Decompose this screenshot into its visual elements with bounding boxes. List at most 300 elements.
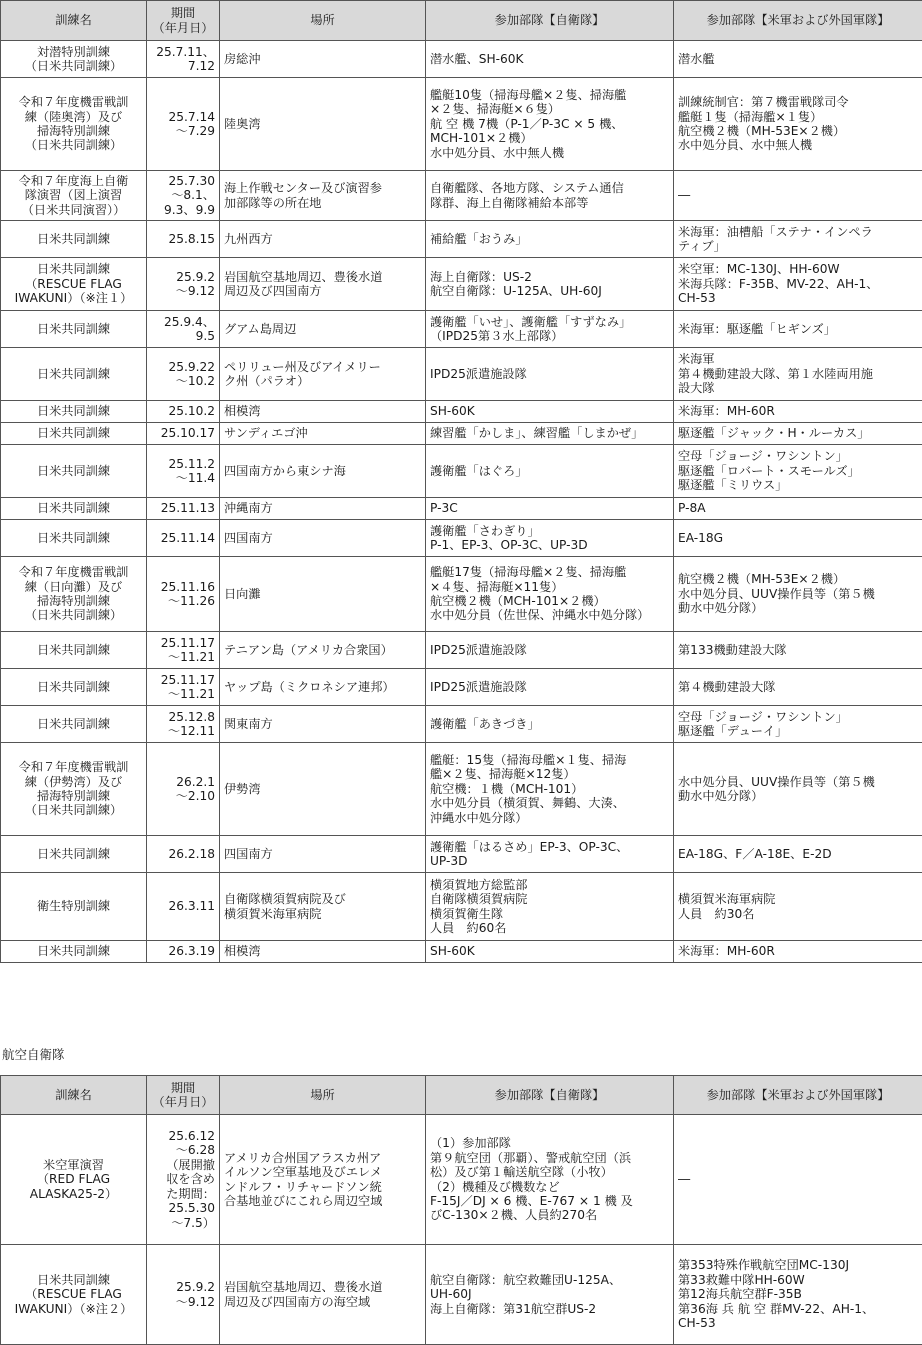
- training-name-cell: [1, 171, 147, 221]
- table-row: [1, 669, 922, 706]
- cell-line: 護衛艦「はるさめ」EP-3、OP-3C、: [430, 840, 669, 854]
- place-cell: [220, 348, 426, 401]
- training-name-cell: [1, 873, 147, 941]
- cell-line: 相模湾: [224, 944, 421, 958]
- table-row: [1, 1115, 922, 1245]
- training-name-cell: [1, 41, 147, 78]
- jsdf-units-cell: [426, 401, 674, 423]
- cell-line: 自衛隊横須賀病院: [430, 892, 669, 906]
- jsdf-units-cell: [426, 445, 674, 498]
- cell-line: EA-18G: [678, 531, 918, 545]
- cell-line: 25.7.11、: [151, 45, 215, 59]
- cell-line: MCH-101×２機）: [430, 131, 669, 145]
- cell-line: 第９航空団（那覇）、警戒航空団（浜: [430, 1151, 669, 1165]
- foreign-units-cell: [674, 171, 922, 221]
- cell-line: ～7.29: [151, 124, 215, 138]
- table-row: [1, 311, 922, 348]
- cell-line: 艦艇１隻（掃海艦×１隻）: [678, 110, 918, 124]
- period-cell: [147, 706, 220, 743]
- cell-line: 周辺及び四国南方: [224, 284, 421, 298]
- training-name-cell: [1, 520, 147, 557]
- cell-line: 隊演習（図上演習: [5, 188, 142, 202]
- cell-line: 第33救難中隊HH-60W: [678, 1273, 918, 1287]
- cell-line: 艦艇10隻（掃海母艦×２隻、掃海艦: [430, 88, 669, 102]
- cell-line: 沖縄水中処分隊）: [430, 811, 669, 825]
- jsdf-units-cell: [426, 258, 674, 311]
- cell-line: 練（日向灘）及び: [5, 580, 142, 594]
- cell-line: 日米共同訓練: [5, 262, 142, 276]
- cell-line: 米海軍：MH-60R: [678, 944, 918, 958]
- place-cell: [220, 743, 426, 836]
- cell-line: CH-53: [678, 291, 918, 305]
- cell-line: 7.12: [151, 59, 215, 73]
- cell-line: P-8A: [678, 501, 918, 515]
- training-name-cell: [1, 78, 147, 171]
- cell-line: グアム島周辺: [224, 322, 421, 336]
- cell-line: 駆逐艦「ロバート・スモールズ」: [678, 464, 918, 478]
- cell-line: 航空機２機（MCH-101×２機）: [430, 594, 669, 608]
- cell-line: 水中処分員、水中無人機: [678, 138, 918, 152]
- period-cell: [147, 941, 220, 963]
- cell-line: 25.11.16: [151, 580, 215, 594]
- place-cell: [220, 520, 426, 557]
- header-period-line: 期間: [151, 6, 215, 20]
- cell-line: 松）及び第１輸送航空隊（小牧）: [430, 1165, 669, 1179]
- cell-line: 日米共同訓練: [5, 847, 142, 861]
- period-cell: [147, 1245, 220, 1345]
- jsdf-units-cell: [426, 78, 674, 171]
- cell-line: 航空自衛隊：U-125A、UH-60J: [430, 284, 669, 298]
- header-jsdf-units: 参加部隊【自衛隊】: [426, 1, 674, 41]
- training-name-cell: [1, 632, 147, 669]
- jsdf-units-cell: [426, 743, 674, 836]
- header-place: 場所: [220, 1076, 426, 1115]
- period-cell: [147, 836, 220, 873]
- foreign-units-cell: [674, 873, 922, 941]
- cell-line: 25.11.2: [151, 457, 215, 471]
- table-row: [1, 401, 922, 423]
- training-name-cell: [1, 423, 147, 445]
- foreign-units-cell: [674, 311, 922, 348]
- cell-line: 訓練統制官：第７機雷戦隊司令: [678, 95, 918, 109]
- cell-line: 日米共同訓練: [5, 464, 142, 478]
- period-cell: [147, 873, 220, 941]
- table-row: [1, 873, 922, 941]
- table-row: [1, 941, 922, 963]
- cell-line: 25.9.2: [151, 1280, 215, 1294]
- cell-line: 艦艇：15隻（掃海母艦×１隻、掃海: [430, 753, 669, 767]
- header-period-line: （年月日）: [151, 1095, 215, 1109]
- cell-line: 25.6.12: [151, 1129, 215, 1143]
- foreign-units-cell: [674, 423, 922, 445]
- cell-line: IPD25派遣施設隊: [430, 367, 669, 381]
- cell-line: 艦×２隻、掃海艇×12隻）: [430, 767, 669, 781]
- place-cell: [220, 669, 426, 706]
- cell-line: 練（伊勢湾）及び: [5, 775, 142, 789]
- jsdf-units-cell: [426, 632, 674, 669]
- cell-line: F-15J／DJ × 6 機、E-767 × 1 機 及: [430, 1194, 669, 1208]
- header-place: 場所: [220, 1, 426, 41]
- table-row: [1, 41, 922, 78]
- cell-line: 日米共同訓練: [5, 404, 142, 418]
- foreign-units-cell: [674, 258, 922, 311]
- cell-line: 26.3.19: [151, 944, 215, 958]
- cell-line: 日米共同訓練: [5, 501, 142, 515]
- cell-line: ―: [678, 188, 918, 202]
- cell-line: 9.3、9.9: [151, 203, 215, 217]
- training-name-cell: [1, 311, 147, 348]
- period-cell: [147, 348, 220, 401]
- training-name-cell: [1, 258, 147, 311]
- place-cell: [220, 78, 426, 171]
- cell-line: （日米共同演習））: [5, 203, 142, 217]
- cell-line: 水中処分員（佐世保、沖縄水中処分隊）: [430, 608, 669, 622]
- cell-line: 26.3.11: [151, 899, 215, 913]
- place-cell: [220, 557, 426, 632]
- header-jsdf-units: 参加部隊【自衛隊】: [426, 1076, 674, 1115]
- cell-line: 潜水艦: [678, 52, 918, 66]
- cell-line: 米海軍：駆逐艦「ヒギンズ」: [678, 322, 918, 336]
- cell-line: 関東南方: [224, 717, 421, 731]
- table-row: [1, 557, 922, 632]
- cell-line: IPD25派遣施設隊: [430, 643, 669, 657]
- cell-line: 第36海 兵 航 空 群MV-22、AH-1、: [678, 1302, 918, 1316]
- cell-line: 収を含め: [151, 1172, 215, 1186]
- jsdf-units-cell: [426, 171, 674, 221]
- cell-line: 第133機動建設大隊: [678, 643, 918, 657]
- place-cell: [220, 632, 426, 669]
- cell-line: 掃海特別訓練: [5, 789, 142, 803]
- cell-line: 25.9.2: [151, 270, 215, 284]
- cell-line: SH-60K: [430, 404, 669, 418]
- jsdf-units-cell: [426, 498, 674, 520]
- cell-line: 25.8.15: [151, 232, 215, 246]
- place-cell: [220, 311, 426, 348]
- cell-line: 海上自衛隊：US-2: [430, 270, 669, 284]
- foreign-units-cell: [674, 498, 922, 520]
- cell-line: 護衛艦「さわぎり」: [430, 524, 669, 538]
- cell-line: 日米共同訓練: [5, 680, 142, 694]
- cell-line: （IPD25第３水上部隊）: [430, 329, 669, 343]
- place-cell: [220, 258, 426, 311]
- cell-line: （日米共同訓練）: [5, 608, 142, 622]
- cell-line: （日米共同訓練）: [5, 138, 142, 152]
- cell-line: 水中処分員（横須賀、舞鶴、大湊、: [430, 796, 669, 810]
- training-name-cell: [1, 445, 147, 498]
- cell-line: 加部隊等の所在地: [224, 196, 421, 210]
- foreign-units-cell: [674, 1245, 922, 1345]
- cell-line: 米海軍：MH-60R: [678, 404, 918, 418]
- cell-line: 掃海特別訓練: [5, 124, 142, 138]
- foreign-units-cell: [674, 445, 922, 498]
- cell-line: 米海兵隊：F-35B、MV-22、AH-1、: [678, 277, 918, 291]
- place-cell: [220, 41, 426, 78]
- header-period-line: 期間: [151, 1081, 215, 1095]
- cell-line: 隊群、海上自衛隊補給本部等: [430, 196, 669, 210]
- place-cell: [220, 1115, 426, 1245]
- cell-line: 横須賀米海軍病院: [678, 892, 918, 906]
- period-cell: [147, 401, 220, 423]
- period-cell: [147, 311, 220, 348]
- cell-line: 25.11.13: [151, 501, 215, 515]
- cell-line: 自衛隊横須賀病院及び: [224, 892, 421, 906]
- cell-line: ク州（パラオ）: [224, 374, 421, 388]
- cell-line: 航 空 機 7機（P-1／P-3C × 5 機、: [430, 117, 669, 131]
- cell-line: イルソン空軍基地及びエレメ: [224, 1165, 421, 1179]
- cell-line: 航空機：１機（MCH-101）: [430, 782, 669, 796]
- cell-line: 練（陸奥湾）及び: [5, 110, 142, 124]
- jsdf-units-cell: [426, 520, 674, 557]
- air-training-table: [0, 1075, 922, 1345]
- cell-line: 横須賀衛生隊: [430, 907, 669, 921]
- cell-line: 米空軍演習: [5, 1158, 142, 1172]
- cell-line: 人員 約60名: [430, 921, 669, 935]
- jsdf-units-cell: [426, 1245, 674, 1345]
- cell-line: 空母「ジョージ・ワシントン」: [678, 710, 918, 724]
- cell-line: 米海軍: [678, 352, 918, 366]
- header-training-name: 訓練名: [1, 1076, 147, 1115]
- period-cell: [147, 221, 220, 258]
- jsdf-units-cell: [426, 221, 674, 258]
- cell-line: （日米共同訓練）: [5, 59, 142, 73]
- cell-line: （1）参加部隊: [430, 1136, 669, 1150]
- cell-line: 補給艦「おうみ」: [430, 232, 669, 246]
- jsdf-units-cell: [426, 941, 674, 963]
- jsdf-units-cell: [426, 669, 674, 706]
- cell-line: 米空軍：MC-130J、HH-60W: [678, 262, 918, 276]
- place-cell: [220, 706, 426, 743]
- jsdf-units-cell: [426, 706, 674, 743]
- cell-line: 相模湾: [224, 404, 421, 418]
- cell-line: 合基地並びにこれら周辺空域: [224, 1194, 421, 1208]
- table-row: [1, 520, 922, 557]
- foreign-units-cell: [674, 41, 922, 78]
- cell-line: 房総沖: [224, 52, 421, 66]
- foreign-units-cell: [674, 669, 922, 706]
- cell-line: （日米共同訓練）: [5, 803, 142, 817]
- cell-line: 岩国航空基地周辺、豊後水道: [224, 1280, 421, 1294]
- place-cell: [220, 221, 426, 258]
- table-header-row: [1, 1, 922, 41]
- cell-line: 水中処分員、水中無人機: [430, 146, 669, 160]
- cell-line: 日米共同訓練: [5, 531, 142, 545]
- cell-line: 人員 約30名: [678, 907, 918, 921]
- cell-line: 練習艦「かしま」、練習艦「しまかぜ」: [430, 426, 669, 440]
- foreign-units-cell: [674, 706, 922, 743]
- cell-line: 水中処分員、UUV操作員等（第５機: [678, 775, 918, 789]
- cell-line: ～8.1、: [151, 188, 215, 202]
- cell-line: 衛生特別訓練: [5, 899, 142, 913]
- foreign-units-cell: [674, 1115, 922, 1245]
- training-name-cell: [1, 1115, 147, 1245]
- cell-line: 令和７年度機雷戦訓: [5, 95, 142, 109]
- cell-line: 陸奥湾: [224, 117, 421, 131]
- cell-line: 25.7.14: [151, 110, 215, 124]
- cell-line: 駆逐艦「ジャック・H・ルーカス」: [678, 426, 918, 440]
- cell-line: 岩国航空基地周辺、豊後水道: [224, 270, 421, 284]
- table-row: [1, 78, 922, 171]
- cell-line: （展開撤: [151, 1158, 215, 1172]
- table-row: [1, 258, 922, 311]
- cell-line: 空母「ジョージ・ワシントン」: [678, 449, 918, 463]
- cell-line: 第12海兵航空群F-35B: [678, 1287, 918, 1301]
- cell-line: 伊勢湾: [224, 782, 421, 796]
- cell-line: ～11.21: [151, 687, 215, 701]
- table-row: [1, 221, 922, 258]
- cell-line: テニアン島（アメリカ合衆国）: [224, 643, 421, 657]
- cell-line: 日向灘: [224, 587, 421, 601]
- period-cell: [147, 171, 220, 221]
- table-row: [1, 836, 922, 873]
- cell-line: 令和７年度機雷戦訓: [5, 565, 142, 579]
- cell-line: ×４隻、掃海艇×11隻）: [430, 580, 669, 594]
- cell-line: ～10.2: [151, 374, 215, 388]
- cell-line: 潜水艦、SH-60K: [430, 52, 669, 66]
- cell-line: 動水中処分隊）: [678, 789, 918, 803]
- cell-line: アメリカ合州国アラスカ州ア: [224, 1151, 421, 1165]
- cell-line: 四国南方から東シナ海: [224, 464, 421, 478]
- foreign-units-cell: [674, 941, 922, 963]
- cell-line: 動水中処分隊）: [678, 601, 918, 615]
- cell-line: 9.5: [151, 329, 215, 343]
- period-cell: [147, 669, 220, 706]
- jsdf-units-cell: [426, 423, 674, 445]
- place-cell: [220, 1245, 426, 1345]
- cell-line: IPD25派遣施設隊: [430, 680, 669, 694]
- cell-line: （RESCUE FLAG: [5, 1287, 142, 1301]
- cell-line: 日米共同訓練: [5, 944, 142, 958]
- foreign-units-cell: [674, 520, 922, 557]
- training-name-cell: [1, 557, 147, 632]
- cell-line: ～7.5）: [151, 1216, 215, 1230]
- cell-line: ～11.26: [151, 594, 215, 608]
- cell-line: ティブ」: [678, 239, 918, 253]
- cell-line: ～9.12: [151, 1295, 215, 1309]
- header-period: [147, 1, 220, 41]
- cell-line: EA-18G、F／A-18E、E-2D: [678, 847, 918, 861]
- place-cell: [220, 498, 426, 520]
- cell-line: UP-3D: [430, 854, 669, 868]
- foreign-units-cell: [674, 836, 922, 873]
- cell-line: 沖縄南方: [224, 501, 421, 515]
- table-row: [1, 706, 922, 743]
- period-cell: [147, 423, 220, 445]
- table-row: [1, 632, 922, 669]
- period-cell: [147, 258, 220, 311]
- place-cell: [220, 423, 426, 445]
- cell-line: 海上作戦センター及び演習参: [224, 181, 421, 195]
- training-name-cell: [1, 706, 147, 743]
- training-name-cell: [1, 1245, 147, 1345]
- cell-line: 第４機動建設大隊、第１水陸両用施: [678, 367, 918, 381]
- header-period-line: （年月日）: [151, 21, 215, 35]
- cell-line: 護衛艦「あきづき」: [430, 717, 669, 731]
- cell-line: ―: [678, 1172, 918, 1186]
- header-foreign-units: 参加部隊【米軍および外国軍隊】: [674, 1076, 922, 1115]
- foreign-units-cell: [674, 78, 922, 171]
- period-cell: [147, 78, 220, 171]
- cell-line: 航空機２機（MH-53E×２機）: [678, 572, 918, 586]
- place-cell: [220, 873, 426, 941]
- cell-line: 九州西方: [224, 232, 421, 246]
- table-row: [1, 348, 922, 401]
- cell-line: 25.9.22: [151, 360, 215, 374]
- cell-line: ALASKA25-2）: [5, 1187, 142, 1201]
- cell-line: 周辺及び四国南方の海空域: [224, 1295, 421, 1309]
- training-name-cell: [1, 941, 147, 963]
- cell-line: （2）機種及び機数など: [430, 1180, 669, 1194]
- cell-line: 駆逐艦「デューイ」: [678, 724, 918, 738]
- cell-line: ～2.10: [151, 789, 215, 803]
- training-name-cell: [1, 348, 147, 401]
- cell-line: 横須賀米海軍病院: [224, 907, 421, 921]
- foreign-units-cell: [674, 348, 922, 401]
- period-cell: [147, 557, 220, 632]
- table-row: [1, 743, 922, 836]
- training-name-cell: [1, 669, 147, 706]
- cell-line: 25.9.4、: [151, 315, 215, 329]
- cell-line: 令和７年度機雷戦訓: [5, 760, 142, 774]
- cell-line: 航空自衛隊：航空救難団U-125A、: [430, 1273, 669, 1287]
- cell-line: 第353特殊作戦航空団MC-130J: [678, 1258, 918, 1272]
- cell-line: 日米共同訓練: [5, 643, 142, 657]
- training-name-cell: [1, 498, 147, 520]
- place-cell: [220, 836, 426, 873]
- cell-line: 航空機２機（MH-53E×２機）: [678, 124, 918, 138]
- cell-line: 掃海特別訓練: [5, 594, 142, 608]
- cell-line: た期間：: [151, 1187, 215, 1201]
- table-row: [1, 171, 922, 221]
- period-cell: [147, 743, 220, 836]
- table-row: [1, 445, 922, 498]
- cell-line: P-1、EP-3、OP-3C、UP-3D: [430, 538, 669, 552]
- cell-line: 四国南方: [224, 531, 421, 545]
- cell-line: 日米共同訓練: [5, 1273, 142, 1287]
- cell-line: P-3C: [430, 501, 669, 515]
- jsdf-units-cell: [426, 311, 674, 348]
- cell-line: 26.2.1: [151, 775, 215, 789]
- foreign-units-cell: [674, 401, 922, 423]
- cell-line: 第４機動建設大隊: [678, 680, 918, 694]
- cell-line: 駆逐艦「ミリウス」: [678, 478, 918, 492]
- cell-line: ペリリュー州及びアイメリー: [224, 360, 421, 374]
- jsdf-units-cell: [426, 836, 674, 873]
- cell-line: 海上自衛隊：第31航空群US-2: [430, 1302, 669, 1316]
- cell-line: （RESCUE FLAG: [5, 277, 142, 291]
- cell-line: IWAKUNI）（※注１）: [5, 291, 142, 305]
- cell-line: SH-60K: [430, 944, 669, 958]
- jsdf-units-cell: [426, 557, 674, 632]
- cell-line: 自衛艦隊、各地方隊、システム通信: [430, 181, 669, 195]
- cell-line: 25.12.8: [151, 710, 215, 724]
- table-header-row: [1, 1076, 922, 1115]
- cell-line: ～11.4: [151, 471, 215, 485]
- cell-line: 設大隊: [678, 381, 918, 395]
- cell-line: 横須賀地方総監部: [430, 878, 669, 892]
- foreign-units-cell: [674, 743, 922, 836]
- foreign-units-cell: [674, 557, 922, 632]
- cell-line: ヤップ島（ミクロネシア連邦）: [224, 680, 421, 694]
- period-cell: [147, 632, 220, 669]
- cell-line: 日米共同訓練: [5, 232, 142, 246]
- header-foreign-units: 参加部隊【米軍および外国軍隊】: [674, 1, 922, 41]
- period-cell: [147, 1115, 220, 1245]
- cell-line: 25.10.2: [151, 404, 215, 418]
- cell-line: ～9.12: [151, 284, 215, 298]
- period-cell: [147, 445, 220, 498]
- cell-line: 四国南方: [224, 847, 421, 861]
- header-period: [147, 1076, 220, 1115]
